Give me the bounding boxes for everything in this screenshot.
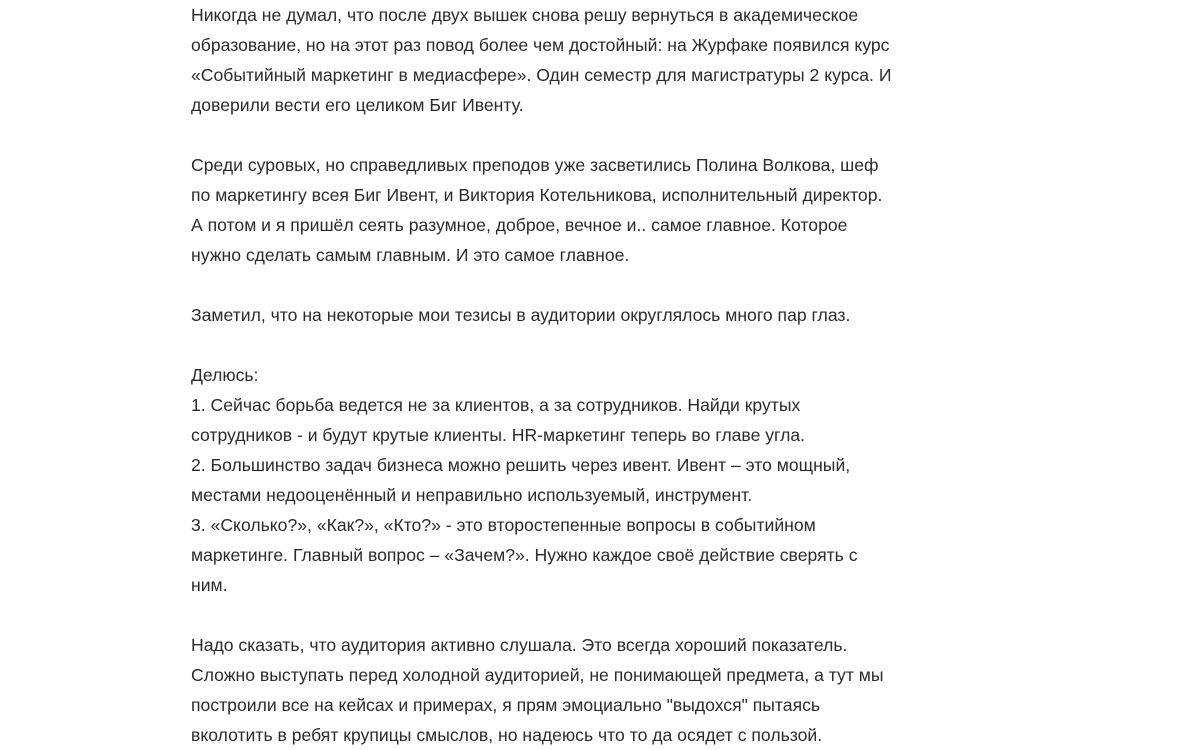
list-item: 1. Сейчас борьба ведется не за клиентов, а за сотрудников. Найди крутых xyxy=(191,395,801,415)
text-line: Никогда не думал, что после двух вышек снова решу вернуться в академическое xyxy=(191,5,859,25)
paragraph-theses-list xyxy=(191,360,1021,600)
text-line: Среди суровых, но справедливых преподов уже засветились Полина Волкова, шеф xyxy=(191,155,879,175)
paragraph-gap xyxy=(191,330,1021,360)
paragraph-intro xyxy=(191,0,1021,120)
text-line: по маркетингу всея Биг Ивент, и Виктория Котельникова, исполнительный директор. xyxy=(191,185,883,205)
list-item: 3. «Сколько?», «Как?», «Кто?» - это второстепенные вопросы в событийном xyxy=(191,515,816,535)
list-heading: Делюсь: xyxy=(191,365,259,385)
text-line: сотрудников - и будут крутые клиенты. HR-маркетинг теперь во главе угла. xyxy=(191,425,806,445)
post-text xyxy=(191,0,1021,750)
paragraph-gap xyxy=(191,120,1021,150)
text-line: нужно сделать самым главным. И это самое главное. xyxy=(191,245,630,265)
text-line: построили все на кейсах и примерах, я прям эмоциально "выдохся" пытаясь xyxy=(191,695,821,715)
text-line: Сложно выступать перед холодной аудиторией, не понимающей предмета, а тут мы xyxy=(191,665,884,685)
paragraph-observation xyxy=(191,300,1021,330)
text-line: Надо сказать, что аудитория активно слушала. Это всегда хороший показатель. xyxy=(191,635,848,655)
paragraph-gap xyxy=(191,270,1021,300)
text-line: вколотить в ребят крупицы смыслов, но надеюсь что то да осядет с пользой. xyxy=(191,725,823,745)
text-line: ним. xyxy=(191,575,228,595)
paragraph-teachers xyxy=(191,150,1021,270)
text-line: доверили вести его целиком Биг Ивенту. xyxy=(191,95,524,115)
text-line: образование, но на этот раз повод более чем достойный: на Журфаке появился курс xyxy=(191,35,890,55)
text-line: местами недооценённый и неправильно используемый, инструмент. xyxy=(191,485,753,505)
text-line: маркетинге. Главный вопрос – «Зачем?». Нужно каждое своё действие сверять с xyxy=(191,545,858,565)
paragraph-gap xyxy=(191,600,1021,630)
paragraph-conclusion xyxy=(191,630,1021,750)
text-line: «Событийный маркетинг в медиасфере». Один семестр для магистратуры 2 курса. И xyxy=(191,65,892,85)
text-line: А потом и я пришёл сеять разумное, доброе, вечное и.. самое главное. Которое xyxy=(191,215,848,235)
text-line: Заметил, что на некоторые мои тезисы в аудитории округлялось много пар глаз. xyxy=(191,305,851,325)
list-item: 2. Большинство задач бизнеса можно решить через ивент. Ивент – это мощный, xyxy=(191,455,851,475)
